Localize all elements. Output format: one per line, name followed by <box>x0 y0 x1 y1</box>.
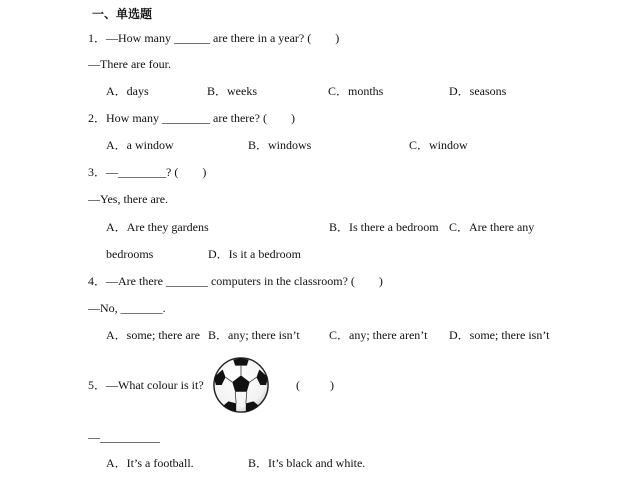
question-5-option-a[interactable]: A．It’s a football. <box>106 456 194 470</box>
question-4-option-b[interactable]: B．any; there isn’t <box>208 328 300 342</box>
question-5-reply: —__________ <box>88 430 160 444</box>
section-title: 一、单选题 <box>92 7 153 21</box>
question-2-option-a[interactable]: A．a window <box>106 138 174 152</box>
question-1-stem: 1．—How many ______ are there in a year? ( ) <box>88 31 340 45</box>
question-3-option-d[interactable]: D．Is it a bedroom <box>208 247 301 261</box>
question-4-option-a[interactable]: A．some; there are <box>106 328 200 342</box>
question-3-stem: 3．—________? ( ) <box>88 165 207 179</box>
question-1-option-d[interactable]: D．seasons <box>449 84 507 98</box>
question-3-option-b[interactable]: B．Is there a bedroom <box>329 220 439 234</box>
question-2-option-c[interactable]: C．window <box>409 138 468 152</box>
question-4-stem: 4．—Are there _______ computers in the classroom? ( ) <box>88 274 383 288</box>
question-4-option-c[interactable]: C．any; there aren’t <box>329 328 428 342</box>
question-3-option-c[interactable]: C．Are there any <box>449 220 535 234</box>
question-5-stem: 5．—What colour is it? <box>88 378 204 392</box>
question-5-paren: ( ) <box>296 378 334 392</box>
question-4-option-d[interactable]: D．some; there isn’t <box>449 328 550 342</box>
question-1-option-c[interactable]: C．months <box>328 84 384 98</box>
question-4-reply: —No, _______. <box>88 301 166 315</box>
question-2-stem: 2．How many ________ are there? ( ) <box>88 111 295 125</box>
question-5-option-b[interactable]: B．It’s black and white. <box>248 456 366 470</box>
question-2-option-b[interactable]: B．windows <box>248 138 312 152</box>
question-3-option-c-continued[interactable]: bedrooms <box>106 247 154 261</box>
question-1-option-a[interactable]: A．days <box>106 84 149 98</box>
soccer-ball-image <box>212 356 270 414</box>
question-3-reply: —Yes, there are. <box>88 192 169 206</box>
question-1-option-b[interactable]: B．weeks <box>207 84 257 98</box>
question-3-option-a[interactable]: A．Are they gardens <box>106 220 209 234</box>
question-1-reply: —There are four. <box>88 57 171 71</box>
